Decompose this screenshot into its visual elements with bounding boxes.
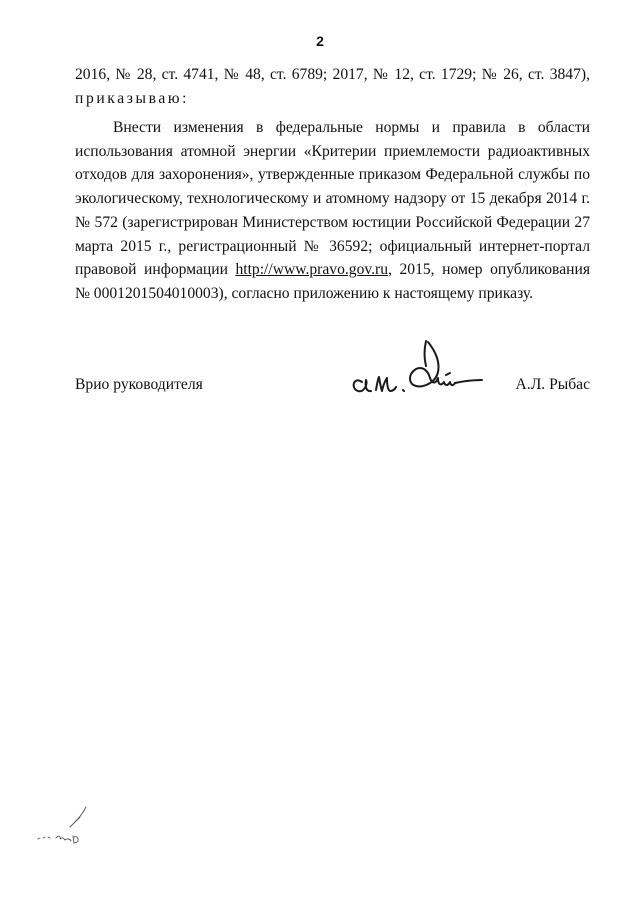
pravo-portal-link[interactable]: http://www.pravo.gov.ru <box>235 261 389 279</box>
paragraph-continuation <box>75 63 590 110</box>
page-number: 2 <box>316 33 324 49</box>
handwritten-margin-mark-icon <box>34 805 94 853</box>
signatory-role: Врио руководителя <box>75 376 203 393</box>
order-text-start: Внести изменения в федеральные нормы и правила в области использования атомной энергии «Критерии приемлемости радиоактивных отходов для захоронения», утвержденные приказом Федеральной службы по экологическому, технологическому и атомному надзору от 15 декабря 2014 г. № 572 (зарегистрирован Министерством юстиции Российской Федерации 27 марта 2015 г., регистрационный № 36592; официальный интернет-портал правовой информации <box>75 119 590 279</box>
order-directive: приказываю: <box>75 89 190 107</box>
order-text-end: , 2015, номер опубликования № 0001201504010003), согласно приложению к настоящему приказу. <box>75 261 590 302</box>
signatory-name: А.Л. Рыбас <box>515 376 590 393</box>
signature-row <box>75 376 590 400</box>
legal-citation-line: 2016, № 28, ст. 4741, № 48, ст. 6789; 2017, № 12, ст. 1729; № 26, ст. 3847), <box>75 66 590 83</box>
handwritten-signature-icon <box>340 336 485 398</box>
order-paragraph <box>75 116 590 306</box>
